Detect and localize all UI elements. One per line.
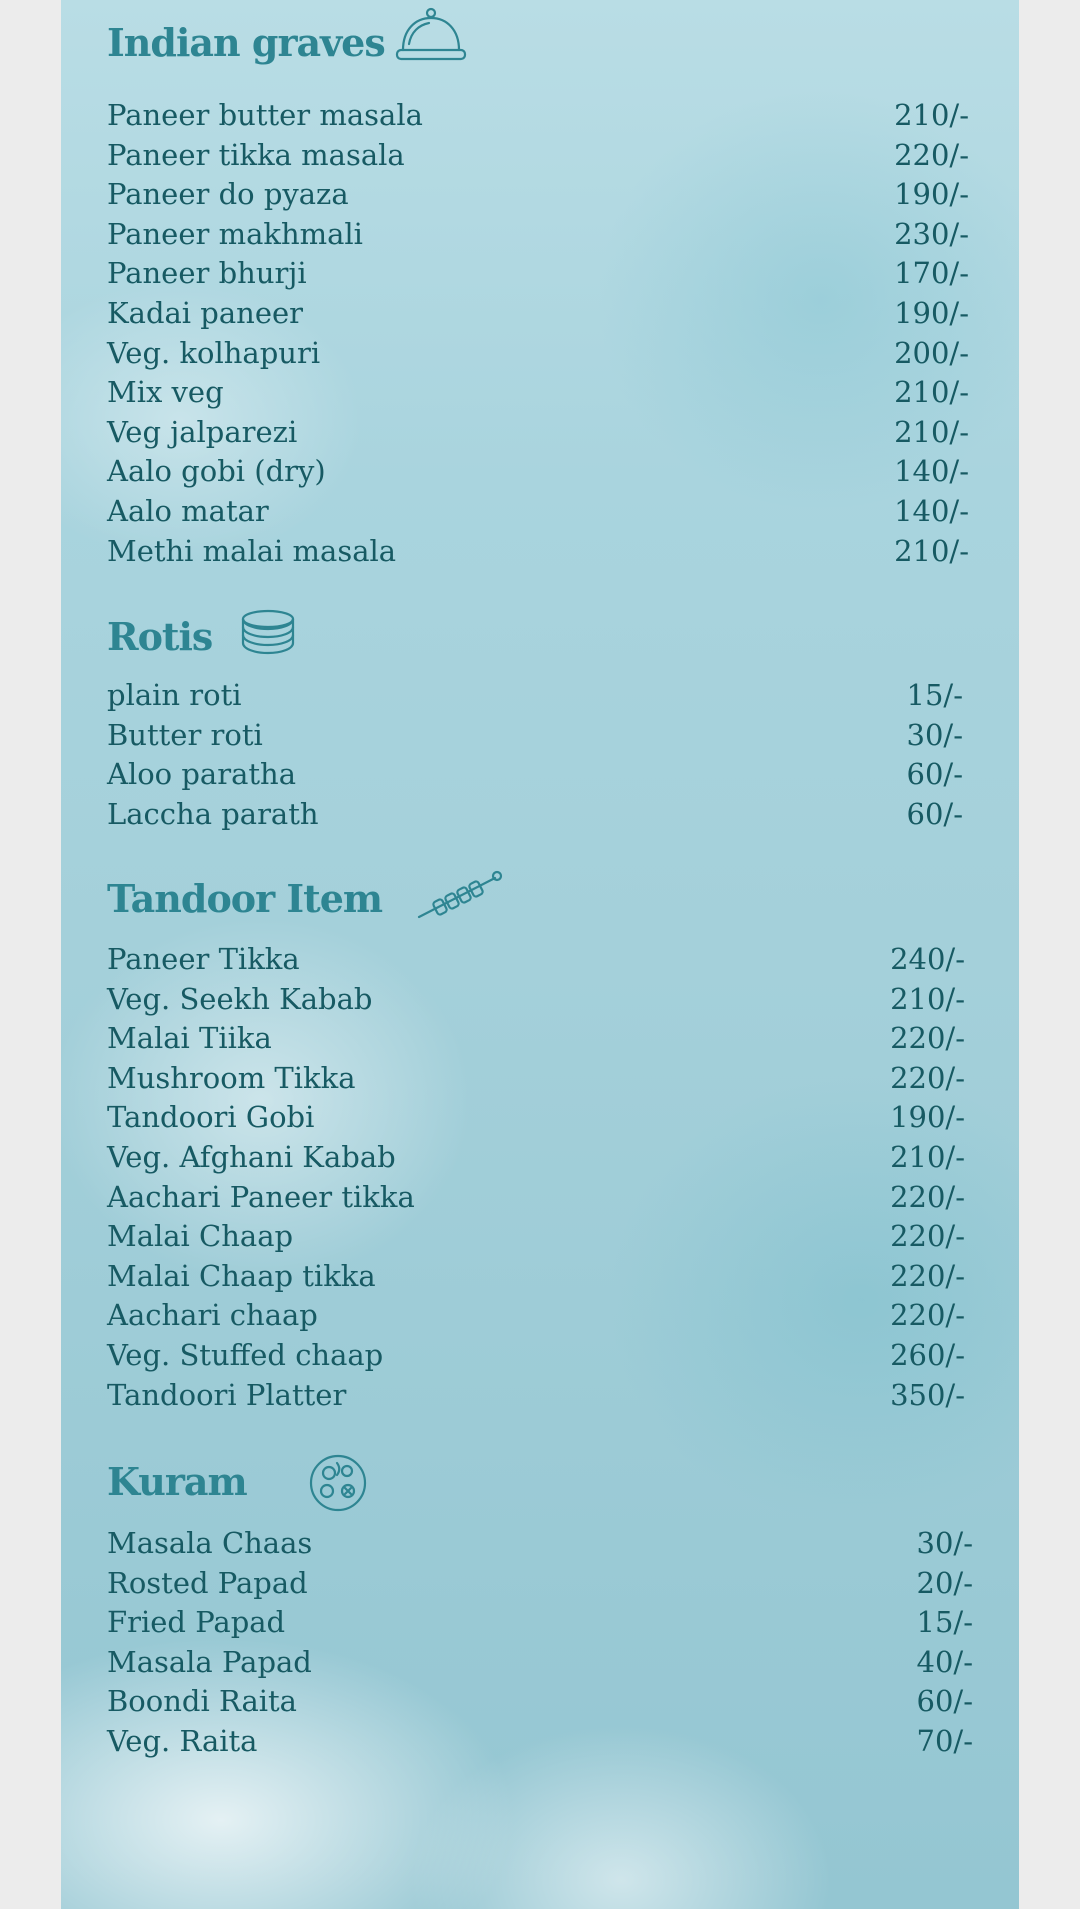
item-price: 190/- <box>894 177 969 212</box>
menu-item <box>107 1336 965 1376</box>
item-name: Fried Papad <box>107 1605 286 1640</box>
item-price: 40/- <box>916 1644 973 1679</box>
item-name: Malai Chaap <box>107 1219 294 1254</box>
item-price: 220/- <box>890 1219 965 1254</box>
item-price: 230/- <box>894 216 969 251</box>
menu-item <box>107 1524 973 1564</box>
menu-item <box>107 96 969 136</box>
menu-item <box>107 492 969 532</box>
item-name: Rosted Papad <box>107 1565 308 1600</box>
item-name: Boondi Raita <box>107 1684 297 1719</box>
item-name: Aachari Paneer tikka <box>107 1179 415 1214</box>
item-price: 15/- <box>916 1605 973 1640</box>
plate-icon <box>308 1453 368 1513</box>
menu-item <box>107 1138 965 1178</box>
menu-item <box>107 532 969 572</box>
item-name: Veg. Stuffed chaap <box>107 1337 384 1372</box>
item-name: Paneer butter masala <box>107 98 423 132</box>
item-name: Kadai paneer <box>107 295 304 330</box>
item-name: Paneer tikka masala <box>107 137 405 172</box>
menu-item <box>107 1682 973 1722</box>
item-price: 220/- <box>890 1179 965 1214</box>
menu-list-rotis <box>107 676 963 834</box>
item-price: 220/- <box>894 137 969 172</box>
item-name: plain roti <box>107 678 242 712</box>
item-name: Masala Chaas <box>107 1526 313 1560</box>
section-title-tandoor-item: Tandoor Item <box>107 876 383 921</box>
item-price: 60/- <box>916 1684 973 1719</box>
item-price: 260/- <box>890 1337 965 1372</box>
menu-item <box>107 294 969 334</box>
menu-item <box>107 413 969 453</box>
item-price: 190/- <box>890 1100 965 1135</box>
item-name: Paneer makhmali <box>107 216 363 251</box>
item-price: 30/- <box>916 1526 973 1560</box>
section-title-kuram: Kuram <box>107 1459 247 1504</box>
menu-item <box>107 1019 965 1059</box>
menu-item <box>107 254 969 294</box>
item-price: 350/- <box>890 1377 965 1412</box>
menu-item <box>107 1376 965 1416</box>
menu-page <box>61 0 1019 1909</box>
item-name: Aloo paratha <box>107 757 296 792</box>
item-name: Tandoori Platter <box>107 1377 347 1412</box>
item-price: 20/- <box>916 1565 973 1600</box>
item-name: Aachari chaap <box>107 1298 318 1333</box>
item-price: 60/- <box>906 757 963 792</box>
section-title-rotis: Rotis <box>107 614 213 659</box>
item-name: Butter roti <box>107 717 263 752</box>
item-name: Malai Tiika <box>107 1021 272 1056</box>
item-price: 190/- <box>894 295 969 330</box>
item-price: 220/- <box>890 1298 965 1333</box>
menu-list-indian-graves <box>107 96 969 571</box>
menu-item <box>107 1257 965 1297</box>
skewer-icon <box>417 862 505 922</box>
item-name: Paneer do pyaza <box>107 177 349 212</box>
menu-item <box>107 1643 973 1683</box>
item-price: 70/- <box>916 1723 973 1758</box>
menu-item <box>107 215 969 255</box>
item-name: Veg. Afghani Kabab <box>107 1139 396 1174</box>
item-price: 220/- <box>890 1060 965 1095</box>
item-price: 210/- <box>894 98 969 132</box>
item-name: Aalo gobi (dry) <box>107 454 326 489</box>
item-price: 220/- <box>890 1258 965 1293</box>
menu-item <box>107 1217 965 1257</box>
item-price: 200/- <box>894 335 969 370</box>
item-price: 210/- <box>890 1139 965 1174</box>
menu-item <box>107 175 969 215</box>
item-name: Mushroom Tikka <box>107 1060 356 1095</box>
item-name: Malai Chaap tikka <box>107 1258 376 1293</box>
item-name: Masala Papad <box>107 1644 312 1679</box>
item-price: 140/- <box>894 493 969 528</box>
menu-item <box>107 334 969 374</box>
item-price: 210/- <box>894 375 969 410</box>
item-price: 210/- <box>894 533 969 568</box>
item-price: 240/- <box>890 942 965 976</box>
menu-item <box>107 1059 965 1099</box>
section-title-indian-graves: Indian graves <box>107 20 385 65</box>
menu-item <box>107 1722 973 1762</box>
item-name: Paneer bhurji <box>107 256 307 291</box>
item-name: Methi malai masala <box>107 533 397 568</box>
item-name: Aalo matar <box>107 493 269 528</box>
item-name: Mix veg <box>107 375 224 410</box>
item-price: 30/- <box>906 717 963 752</box>
menu-item <box>107 980 965 1020</box>
menu-item <box>107 1564 973 1604</box>
menu-item <box>107 1098 965 1138</box>
item-price: 220/- <box>890 1021 965 1056</box>
menu-item <box>107 136 969 176</box>
menu-list-kuram <box>107 1524 973 1762</box>
cloche-icon <box>393 4 469 66</box>
menu-item <box>107 1296 965 1336</box>
item-name: Paneer Tikka <box>107 942 300 976</box>
item-price: 170/- <box>894 256 969 291</box>
item-price: 210/- <box>894 414 969 449</box>
item-name: Laccha parath <box>107 796 319 831</box>
menu-item <box>107 676 963 716</box>
menu-item <box>107 755 963 795</box>
item-name: Tandoori Gobi <box>107 1100 315 1135</box>
menu-item <box>107 940 965 980</box>
menu-item <box>107 373 969 413</box>
item-name: Veg. Raita <box>107 1723 258 1758</box>
item-price: 140/- <box>894 454 969 489</box>
item-name: Veg. kolhapuri <box>107 335 321 370</box>
roti-stack-icon <box>239 607 297 657</box>
item-price: 15/- <box>906 678 963 712</box>
menu-item <box>107 452 969 492</box>
item-price: 210/- <box>890 981 965 1016</box>
menu-item <box>107 1178 965 1218</box>
item-name: Veg. Seekh Kabab <box>107 981 373 1016</box>
menu-list-tandoor-item <box>107 940 965 1415</box>
item-price: 60/- <box>906 796 963 831</box>
item-name: Veg jalparezi <box>107 414 298 449</box>
menu-item <box>107 716 963 756</box>
menu-item <box>107 795 963 835</box>
menu-item <box>107 1603 973 1643</box>
